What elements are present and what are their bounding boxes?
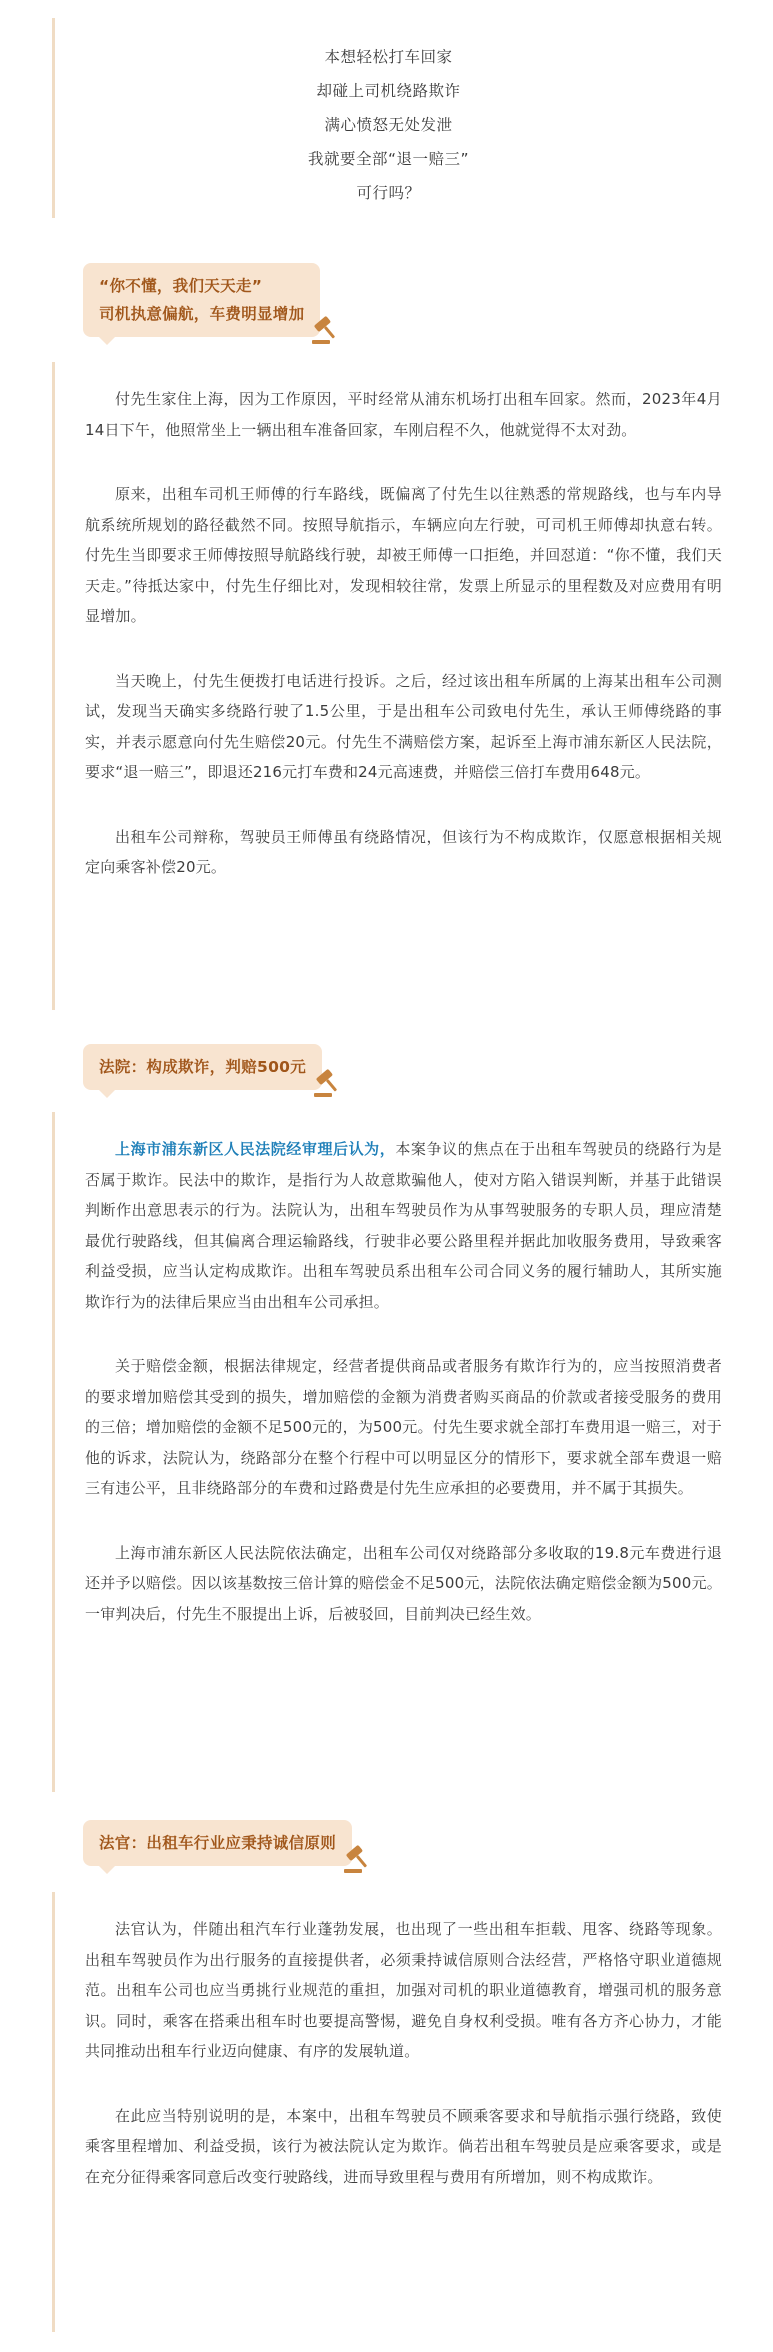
section-heading — [83, 1044, 322, 1090]
section-heading-line: 法官：出租车行业应秉持诚信原则 — [99, 1834, 337, 1852]
gavel-icon — [308, 315, 342, 345]
paragraph — [85, 1134, 722, 1317]
paragraph: 当天晚上，付先生便拨打电话进行投诉。之后，经过该出租车所属的上海某出租车公司测试，发现当天确实多绕路行驶了1.5公里，于是出租车公司致电付先生，承认王师傅绕路的事实，并表示愿意向付先生赔偿20元。付先生不满赔偿方案，起诉至上海市浦东新区人民法院，要求“退一赔三”，即退还216元打车费和24元高速费，并赔偿三倍打车费用648元。 — [85, 671, 722, 781]
paragraph: 上海市浦东新区人民法院依法确定，出租车公司仅对绕路部分多收取的19.8元车费进行退还并予以赔偿。因以该基数按三倍计算的赔偿金不足500元，法院依法确定赔偿金额为500元。一审判决后，付先生不服提出上诉，后被驳回，目前判决已经生效。 — [85, 1543, 722, 1623]
section-heading-line: “你不懂，我们天天走” — [99, 277, 263, 295]
paragraph: 原来，出租车司机王师傅的行车路线，既偏离了付先生以往熟悉的常规路线，也与车内导航系统所规划的路径截然不同。按照导航指示，车辆应向左行驶，可司机王师傅却执意右转。付先生当即要求王师傅按照导航路线行驶，却被王师傅一口拒绝，并回怼道：“你不懂，我们天天走。”待抵达家中，付先生仔细比对，发现相较往常，发票上所显示的里程数及对应费用有明显增加。 — [85, 485, 722, 625]
paragraph-text: 本案争议的焦点在于出租车驾驶员的绕路行为是否属于欺诈。民法中的欺诈，是指行为人故意欺骗他人，使对方陷入错误判断，并基于此错误判断作出意思表示的行为。法院认为，出租车驾驶员作为从事驾驶服务的专职人员，理应清楚最优行驶路线，但其偏离合理运输路线，行驶非必要公路里程并据此加收服务费用，导致乘客利益受损，应当认定构成欺诈。出租车驾驶员系出租车公司合同义务的履行辅助人，其所实施欺诈行为的法律后果应当由出租车公司承担。 — [85, 1140, 722, 1311]
intro-block — [52, 18, 722, 218]
section-body — [52, 1112, 722, 1792]
section-body — [52, 1892, 722, 2332]
paragraph: 法官认为，伴随出租汽车行业蓬勃发展，也出现了一些出租车拒载、甩客、绕路等现象。出租车驾驶员作为出行服务的直接提供者，必须秉持诚信原则合法经营，严格恪守职业道德规范。出租车公司也应当勇挑行业规范的重担，加强对司机的职业道德教育，增强司机的服务意识。同时，乘客在搭乘出租车时也要提高警惕，避免自身权利受损。唯有各方齐心协力，才能共同推动出租车行业迈向健康、有序的发展轨道。 — [85, 1920, 722, 2060]
section-heading — [83, 1820, 352, 1866]
section-heading-line: 司机执意偏航，车费明显增加 — [99, 305, 305, 323]
paragraph: 出租车公司辩称，驾驶员王师傅虽有绕路情况，但该行为不构成欺诈，仅愿意根据相关规定向乘客补偿20元。 — [85, 827, 722, 876]
section-body — [52, 362, 722, 1010]
court-highlight: 上海市浦东新区人民法院经审理后认为， — [115, 1140, 396, 1158]
paragraph: 付先生家住上海，因为工作原因，平时经常从浦东机场打出租车回家。然而，2023年4月14日下午，他照常坐上一辆出租车准备回家，车刚启程不久，他就觉得不太对劲。 — [85, 390, 722, 439]
intro-line: 满心愤怒无处发泄 — [324, 116, 453, 134]
section-heading — [83, 263, 320, 337]
intro-line: 却碰上司机绕路欺诈 — [316, 82, 461, 100]
paragraph: 在此应当特别说明的是，本案中，出租车驾驶员不顾乘客要求和导航指示强行绕路，致使乘客里程增加、利益受损，该行为被法院认定为欺诈。倘若出租车驾驶员是应乘客要求，或是在充分征得乘客同意后改变行驶路线，进而导致里程与费用有所增加，则不构成欺诈。 — [85, 2106, 722, 2186]
paragraph: 关于赔偿金额，根据法律规定，经营者提供商品或者服务有欺诈行为的，应当按照消费者的要求增加赔偿其受到的损失，增加赔偿的金额为消费者购买商品的价款或者接受服务的费用的三倍；增加赔偿的金额不足500元的，为500元。付先生要求就全部打车费用退一赔三，对于他的诉求，法院认为，绕路部分在整个行程中可以明显区分的情形下，要求就全部车费退一赔三有违公平，且非绕路部分的车费和过路费是付先生应承担的必要费用，并不属于其损失。 — [85, 1357, 722, 1497]
section-heading-line: 法院：构成欺诈，判赔500元 — [99, 1058, 307, 1076]
gavel-icon — [340, 1844, 374, 1874]
intro-line: 本想轻松打车回家 — [324, 48, 453, 66]
intro-line: 我就要全部“退一赔三” — [307, 150, 470, 168]
gavel-icon — [310, 1068, 344, 1098]
intro-line: 可行吗？ — [356, 184, 421, 202]
